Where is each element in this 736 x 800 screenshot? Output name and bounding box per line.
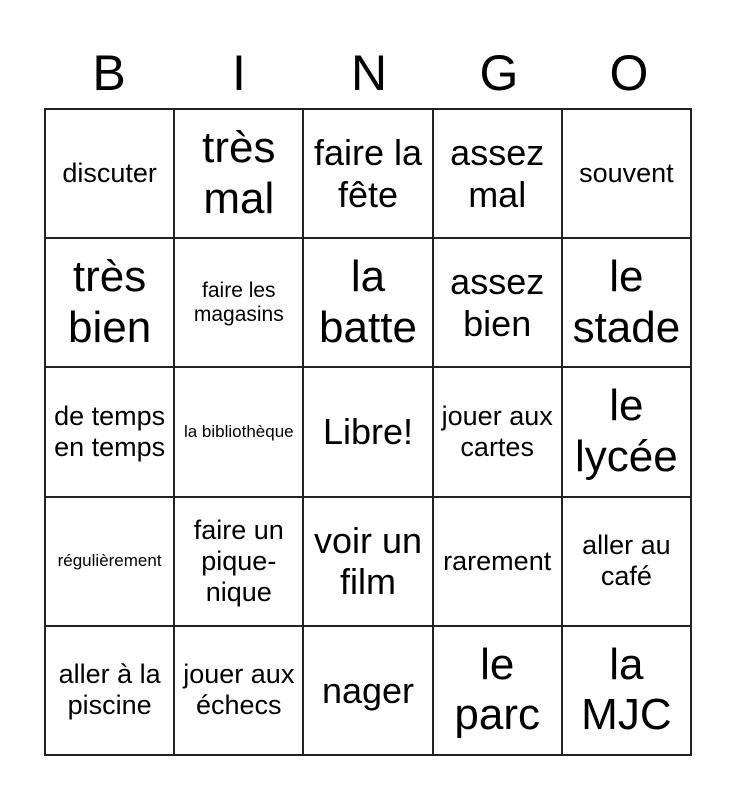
bingo-cell[interactable]: rarement [433,497,562,626]
bingo-cell[interactable]: assez mal [433,109,562,238]
bingo-cell[interactable]: faire les magasins [174,238,303,367]
header-letter-g: G [479,45,519,101]
header-letter-b: B [92,45,126,101]
bingo-cell[interactable]: le lycée [562,367,691,496]
bingo-cell[interactable]: aller au café [562,497,691,626]
bingo-cell[interactable]: le stade [562,238,691,367]
bingo-cell[interactable]: la batte [303,238,432,367]
bingo-cell[interactable]: Libre! [303,367,432,496]
bingo-cell[interactable]: le parc [433,626,562,755]
bingo-cell[interactable]: régulièrement [45,497,174,626]
header-letter-n: N [350,45,388,101]
bingo-cell[interactable]: faire un pique-nique [174,497,303,626]
bingo-cell[interactable]: très mal [174,109,303,238]
bingo-cell[interactable]: de temps en temps [45,367,174,496]
bingo-card [44,108,692,756]
bingo-cell[interactable]: souvent [562,109,691,238]
bingo-cell[interactable]: la MJC [562,626,691,755]
bingo-cell[interactable]: jouer aux cartes [433,367,562,496]
bingo-cell[interactable]: très bien [45,238,174,367]
bingo-cell[interactable]: discuter [45,109,174,238]
bingo-cell[interactable]: la bibliothèque [174,367,303,496]
header-letter-o: O [609,45,649,101]
bingo-cell[interactable]: aller à la piscine [45,626,174,755]
bingo-cell[interactable]: nager [303,626,432,755]
bingo-cell[interactable]: faire la fête [303,109,432,238]
bingo-cell[interactable]: voir un film [303,497,432,626]
bingo-header [44,40,694,106]
header-letter-i: I [232,45,246,101]
bingo-cell[interactable]: jouer aux échecs [174,626,303,755]
bingo-cell[interactable]: assez bien [433,238,562,367]
